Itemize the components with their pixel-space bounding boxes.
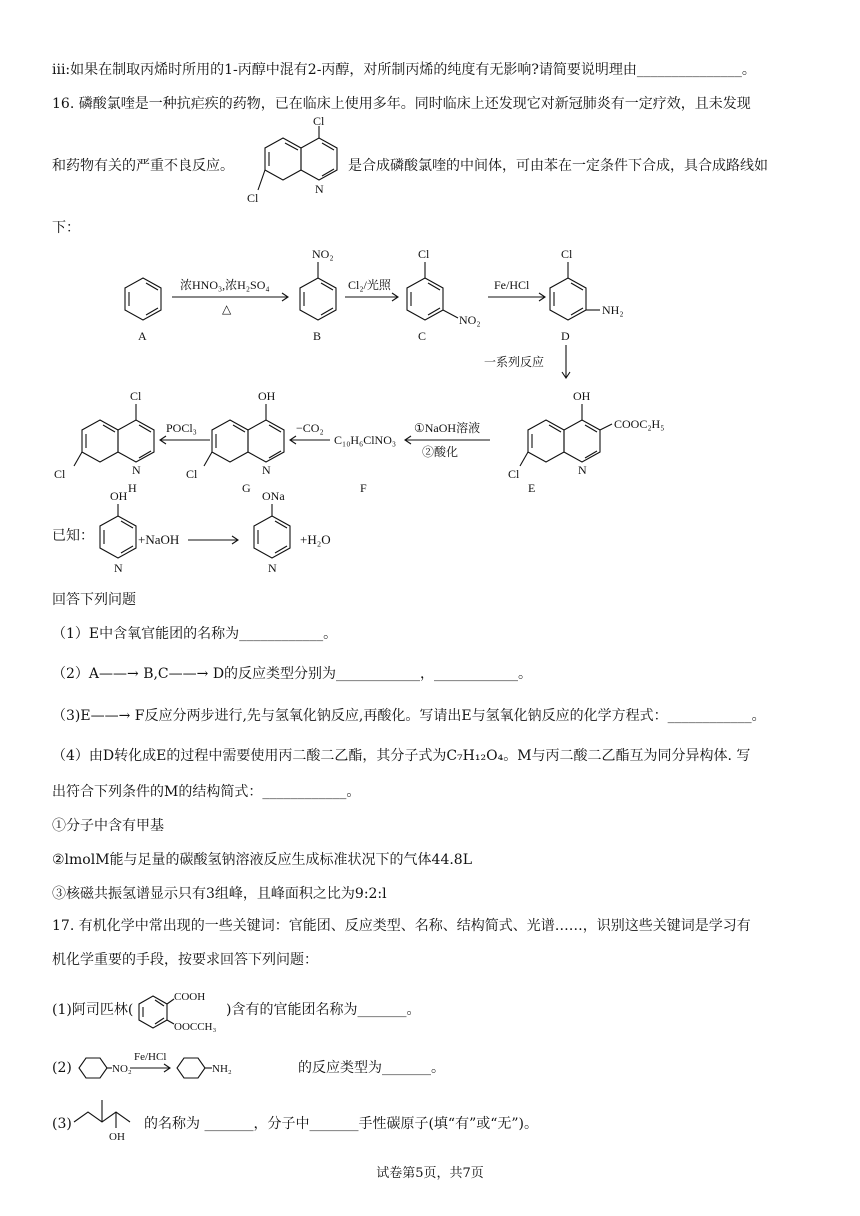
compound-G [204, 404, 284, 466]
label-H: H [128, 481, 137, 495]
question-2: （2）A——→ B,C——→ D的反应类型分别为____________，____________。 [52, 666, 533, 682]
part-3-a: (3) [52, 1116, 72, 1132]
known-naoh: +NaOH [138, 532, 180, 547]
part-1-a: (1)阿司匹林( [52, 1002, 134, 1018]
cond-D-E: 一系列反应 [484, 355, 545, 369]
part3-oh: OH [109, 1131, 125, 1143]
part-2-b: 的反应类型为_______。 [298, 1060, 445, 1076]
formula-F: C₁₀H₆ClNO₃ [334, 433, 397, 447]
condition-3: ③核磁共振氢谱显示只有3组峰，且峰面积之比为9:2:l [52, 886, 387, 902]
cond-E-F-1: ①NaOH溶液 [414, 421, 481, 435]
compound-A-benzene [125, 278, 161, 320]
part2-cond: Fe/HCl [134, 1051, 167, 1063]
cond-E-F-2: ②酸化 [422, 445, 459, 459]
aspirin-structure [139, 996, 174, 1028]
quinoline-intermediate-structure [258, 126, 337, 190]
D-cl: Cl [561, 247, 573, 261]
cond-F-G: −CO₂ [296, 421, 324, 435]
compound-C [407, 262, 458, 320]
q17-line-1: 17. 有机化学中常出现的一些关键词：官能团、反应类型、名称、结构简式、光谱……，识别这些关键词是学习有 [52, 918, 751, 934]
H-cl-left: Cl [54, 467, 66, 481]
condition-1: ①分子中含有甲基 [52, 818, 164, 834]
q16-line-2b: 是合成磷酸氯喹的中间体，可由苯在一定条件下合成，具合成路线如 [348, 158, 768, 174]
known-h2o: +H₂O [300, 532, 331, 547]
q17-line-2: 机化学重要的手段，按要求回答下列问题： [52, 952, 318, 968]
part2-nitrobenzene [79, 1058, 112, 1078]
G-n: N [262, 463, 271, 477]
cond-A-B-bottom: △ [222, 302, 232, 316]
intermediate-cl-top: Cl [313, 114, 325, 128]
E-cooet: COOC₂H₅ [614, 417, 665, 431]
part2-aniline [177, 1058, 212, 1078]
question-1: （1）E中含氧官能团的名称为____________。 [52, 626, 338, 642]
part2-no2: NO₂ [112, 1063, 132, 1075]
compound-H [74, 404, 154, 466]
compound-D [550, 262, 600, 320]
known-ona: ONa [262, 489, 285, 503]
cond-C-D: Fe/HCl [494, 278, 530, 292]
E-cl: Cl [508, 467, 520, 481]
q16-line-3: 下： [52, 220, 80, 236]
intermediate-n: N [315, 182, 324, 196]
part2-nh2: NH₂ [212, 1063, 232, 1075]
part-2-a: (2) [52, 1060, 72, 1076]
C-cl: Cl [418, 247, 430, 261]
label-B: B [313, 329, 322, 343]
label-F: F [360, 481, 367, 495]
known-oh: OH [110, 489, 128, 503]
compound-E [520, 404, 612, 466]
q15-iii-line: iii:如果在制取丙烯时所用的1-丙醇中混有2-丙醇，对所制丙烯的纯度有无影响?请简要说明理由_______________。 [52, 62, 756, 78]
question-4-line-2: 出符合下列条件的M的结构简式：____________。 [52, 784, 361, 800]
question-3: （3)E——→ F反应分两步进行,先与氢氧化钠反应,再酸化。写请出E与氢氧化钠反应的化学方程式：____________。 [52, 708, 766, 724]
label-C: C [418, 329, 427, 343]
known-label: 已知： [52, 528, 94, 544]
known-sodium-pyridinolate [254, 504, 290, 558]
B-no2: NO₂ [312, 247, 334, 261]
part-1-b: )含有的官能团名称为_______。 [226, 1002, 421, 1018]
E-oh: OH [573, 389, 591, 403]
known-n-left: N [114, 561, 123, 575]
page-footer: 试卷第5页，共7页 [376, 1166, 484, 1181]
intermediate-cl-left: Cl [247, 191, 259, 205]
H-n: N [132, 463, 141, 477]
cond-A-B-top: 浓HNO₃,浓H₂SO₄ [180, 278, 270, 292]
known-n-right: N [268, 561, 277, 575]
compound-B-nitrobenzene [300, 262, 336, 320]
aspirin-ester: OOCCH₃ [174, 1021, 217, 1033]
known-hydroxypyridine [100, 504, 136, 558]
H-cl-top: Cl [130, 389, 142, 403]
q16-line-2a: 和药物有关的严重不良反应。 [52, 158, 234, 174]
C-no2: NO₂ [459, 313, 481, 327]
question-4-line-1: （4）由D转化成E的过程中需要使用丙二酸二乙酯，其分子式为C₇H₁₂O₄。M与丙二酸二乙酯互为同分异构体. 写 [52, 748, 751, 764]
E-n: N [578, 463, 587, 477]
aspirin-cooh: COOH [174, 991, 206, 1003]
D-nh2: NH₂ [602, 303, 624, 317]
G-cl: Cl [186, 467, 198, 481]
answer-intro: 回答下列问题 [52, 592, 136, 608]
label-E: E [528, 481, 536, 495]
q16-line-1: 16. 磷酸氯喹是一种抗疟疾的药物，已在临床上使用多年。同时临床上还发现它对新冠肺炎有一定疗效，且未发现 [52, 96, 751, 112]
cond-G-H: POCl₃ [166, 421, 197, 435]
cond-B-C: Cl₂/光照 [348, 278, 391, 292]
label-G: G [242, 481, 251, 495]
label-A: A [138, 329, 147, 343]
part-3-b: 的名称为 _______，分子中_______手性碳原子(填“有”或“无”)。 [144, 1116, 539, 1132]
G-oh: OH [258, 389, 276, 403]
condition-2: ②lmolM能与足量的碳酸氢钠溶液反应生成标准状况下的气体44.8L [52, 852, 473, 868]
label-D: D [561, 329, 570, 343]
